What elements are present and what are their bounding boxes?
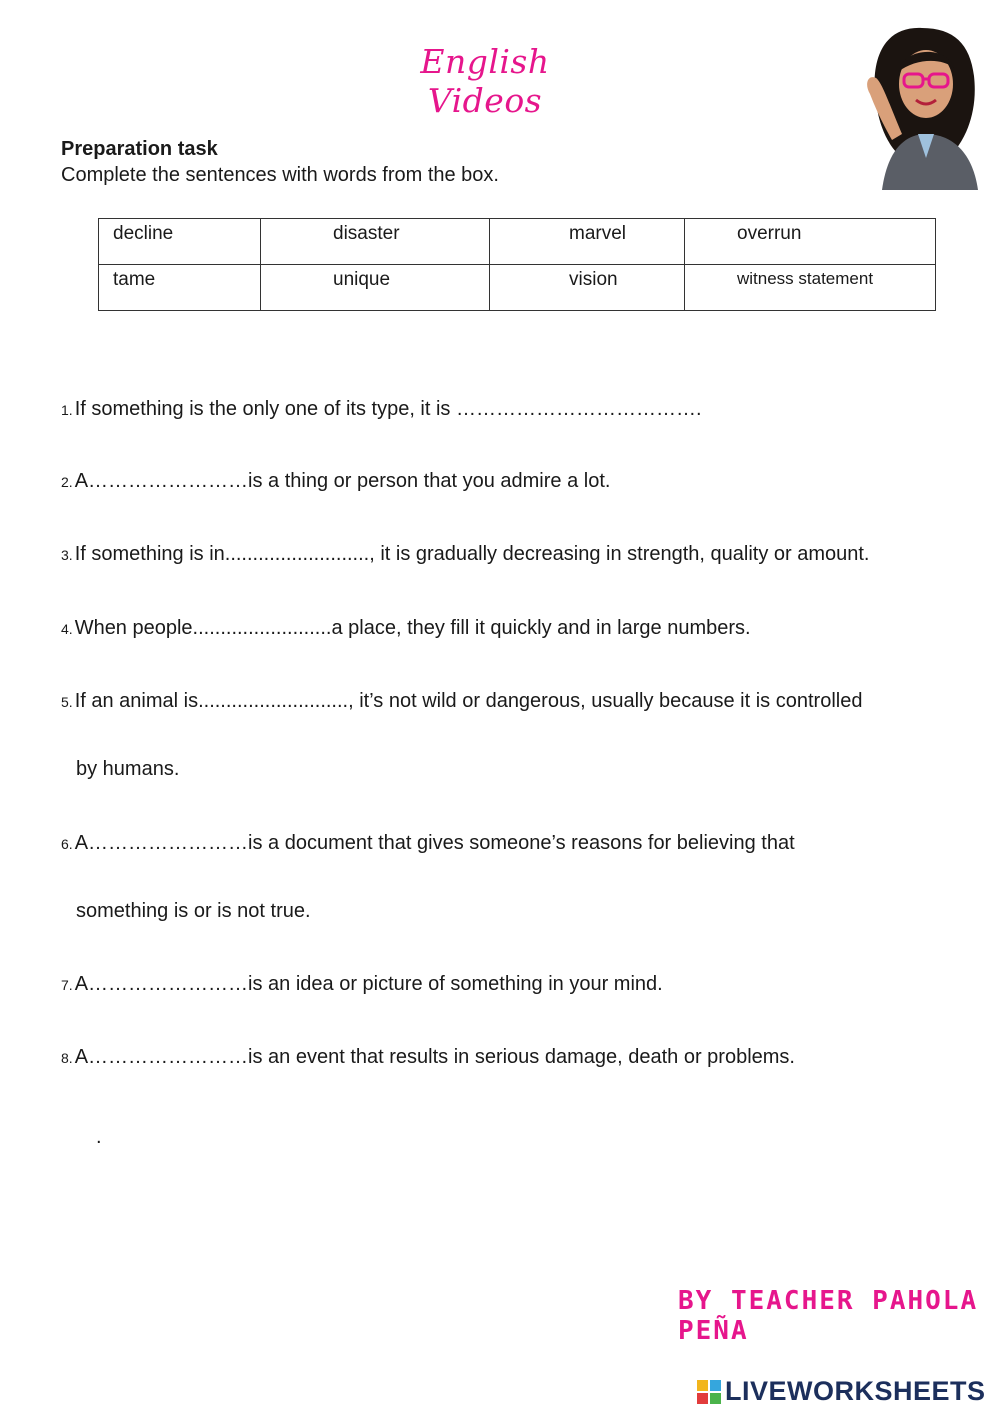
stray-dot: . [96, 1126, 102, 1148]
word-cell: decline [99, 219, 261, 265]
question-3: 3. If something is in.........................., it is gradually decreasing in strength, quality or amount. [61, 543, 870, 565]
question-5: 5. If an animal is..........................., it’s not wild or dangerous, usually because it is controlled by humans. [61, 690, 863, 780]
footer-brand[interactable] [697, 1376, 986, 1407]
task-instructions: Complete the sentences with words from the box. [61, 164, 499, 186]
word-cell: unique [261, 265, 490, 311]
liveworksheets-logo-icon [697, 1380, 721, 1404]
word-cell: witness statement [685, 265, 936, 311]
worksheet-title: English Videos [420, 42, 550, 120]
word-cell: vision [490, 265, 685, 311]
word-box [98, 218, 936, 311]
question-1: 1. If something is the only one of its type, it is ………………………………. [61, 398, 702, 420]
author-byline: BY TEACHER PAHOLA PEÑA [678, 1286, 979, 1346]
teacher-avatar-icon [862, 22, 984, 190]
question-6: 6. A……………………is a document that gives someone’s reasons for believing that something is or is not true. [61, 832, 795, 922]
brand-name: LIVEWORKSHEETS [725, 1376, 986, 1406]
question-continuation: something is or is not true. [76, 900, 311, 922]
word-cell: overrun [685, 219, 936, 265]
question-4: 4. When people.........................a place, they fill it quickly and in large numbers. [61, 617, 751, 639]
word-cell: marvel [490, 219, 685, 265]
question-continuation: by humans. [76, 758, 180, 780]
word-cell: tame [99, 265, 261, 311]
question-8: 8. A……………………is an event that results in serious damage, death or problems. [61, 1046, 795, 1068]
question-7: 7. A……………………is an idea or picture of something in your mind. [61, 973, 663, 995]
word-box-row [99, 219, 936, 265]
word-cell: disaster [261, 219, 490, 265]
word-box-row [99, 265, 936, 311]
question-2: 2. A……………………is a thing or person that you admire a lot. [61, 470, 611, 492]
task-heading: Preparation task [61, 138, 218, 160]
